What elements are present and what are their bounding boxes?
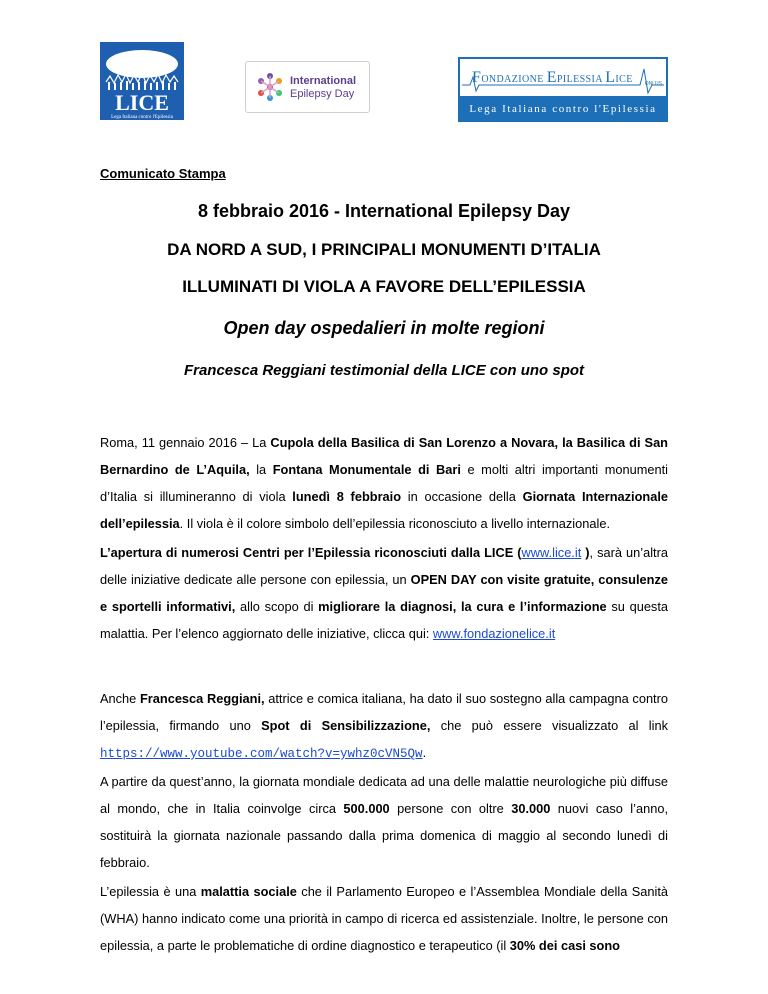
fondazione-onlus: ONLUS bbox=[644, 81, 662, 87]
youtube-link[interactable]: https://www.youtube.com/watch?v=ywhz0cVN5Qw bbox=[100, 747, 423, 761]
people-circle-icon bbox=[258, 73, 282, 101]
fondazione-epilessia-lice-logo bbox=[458, 57, 668, 122]
lice-logo-text: LICE bbox=[115, 90, 169, 115]
lice-link[interactable]: www.lice.it bbox=[521, 545, 582, 560]
fondazione-logo-subtitle: Lega Italiana contro l'Epilessia bbox=[458, 96, 668, 122]
subtitle-open-day: Open day ospedalieri in molte regioni bbox=[223, 318, 545, 338]
headline-line-2: ILLUMINATI DI VIOLA A FAVORE DELL’EPILESSIA bbox=[182, 277, 586, 296]
ecg-line-icon bbox=[460, 59, 666, 98]
subtitle-testimonial: Francesca Reggiani testimonial della LICE con uno spot bbox=[183, 362, 585, 379]
paragraph-open-day: L’apertura di numerosi Centri per l’Epilessia riconosciuti dalla LICE (www.lice.it ), sarà un’altra delle iniziative dedicate alle persone con epilessia, un OPEN DAY con visite gratuite, consulenze e sportelli informativi, allo scopo di migliorare la diagnosi, la cura e l’informazione su questa malattia. Per l’elenco aggiornato delle iniziative, clicca qui: www.fondazionelice.it bbox=[100, 545, 669, 641]
paragraph-monuments: Roma, 11 gennaio 2016 – La Cupola della Basilica di San Lorenzo a Novara, la Basilica di San Bernardino de L’Aquila, la Fontana Monumentale di Bari e molti altri importanti monumenti d’Italia si illumineranno di viola lunedì 8 febbraio in occasione della Giornata Internazionale dell’epilessia. Il viola è il colore simbolo dell’epilessia riconosciuto a livello internazionale. bbox=[100, 435, 669, 531]
international-epilepsy-day-logo bbox=[245, 61, 370, 113]
lice-logo bbox=[100, 42, 184, 120]
headline-line-1: DA NORD A SUD, I PRINCIPALI MONUMENTI D’ITALIA bbox=[167, 240, 601, 259]
paragraph-world-day: A partire da quest’anno, la giornata mondiale dedicata ad una delle malattie neurologiche più diffuse al mondo, che in Italia coinvolge circa 500.000 persone con oltre 30.000 nuovi caso l’anno, sostituirà la giornata nazionale passando dalla prima domenica di maggio al secondo lunedì di febbraio. bbox=[100, 774, 669, 870]
ied-logo-line2: Epilepsy Day bbox=[290, 88, 355, 100]
comunicato-stampa-label: Comunicato Stampa bbox=[100, 166, 226, 181]
fondazione-logo-name: FONDAZIONE EPILESSIA LICE bbox=[472, 69, 633, 86]
fondazionelice-link[interactable]: www.fondazionelice.it bbox=[432, 626, 556, 641]
paragraph-social-disease: L’epilessia è una malattia sociale che il Parlamento Europeo e l’Assemblea Mondiale della Sanità (WHA) hanno indicato come una priorità in campo di ricerca ed assistenziale. Inoltre, le persone con epilessia, a parte le problematiche di ordine diagnostico e terapeutico (il 30% dei casi sono bbox=[100, 884, 668, 953]
document-title: 8 febbraio 2016 - International Epilepsy Day bbox=[197, 201, 571, 221]
ied-logo-line1: International bbox=[290, 75, 357, 87]
paragraph-spot: Anche Francesca Reggiani, attrice e comica italiana, ha dato il suo sostegno alla campagna contro l’epilessia, firmando uno Spot di Sensibilizzazione, che può essere visualizzato al link https://www.youtube.com/watch?v=ywhz0cVN5Qw. bbox=[100, 691, 669, 761]
lice-logo-subtitle: Lega Italiana contro l'Epilessia bbox=[111, 115, 173, 120]
